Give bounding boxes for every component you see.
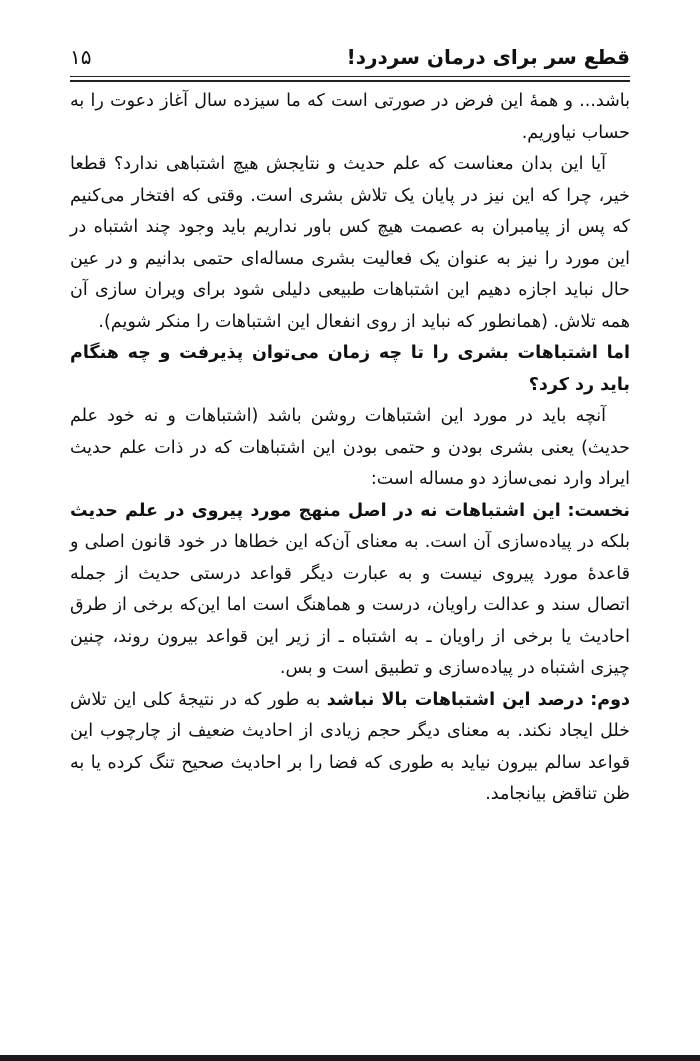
paragraph-1: باشد... و همۀ این فرض در صورتی است که ما سیزده سال آغاز دعوت را به حساب نیاوریم. [70, 91, 630, 143]
point-second [70, 685, 630, 811]
point-first [70, 496, 630, 685]
paragraph-2: آیا این بدان معناست که علم حدیث و نتایجش هیچ اشتباهی ندارد؟ قطعا خیر، چرا که این نیز در پایان یک تلاش بشری است. وقتی که افتخار می‌کنیم که پس از پیامبران به عصمت هیچ کس باور نداریم باید وجود چند اشتباه در این مورد را نیز به عنوان یک فعالیت بشری مساله‌ای حتمی بدانیم و در عین حال نباید اجازه دهیم این اشتباهات طبیعی دلیلی شود برای ویران سازی آن همه تلاش. (همانطور که نباید از روی انفعال این اشتباهات را منکر شویم). [70, 154, 630, 332]
point-second-text: به طور که در نتیجۀ کلی این تلاش خلل ایجاد نکند. به معنای دیگر حجم زیادی از احادیث ضعیف از چارچوب این قواعد سالم بیرون نیاید به طوری که فضا را بر احادیث صحیح تنگ کرده یا به ظن تناقض بیانجامد. [70, 689, 630, 804]
question-heading: اما اشتباهات بشری را تا چه زمان می‌توان پذیرفت و چه هنگام باید رد کرد؟ [70, 343, 630, 395]
point-first-label: نخست: [567, 500, 630, 521]
paragraph-3: آنچه باید در مورد این اشتباهات روشن باشد (اشتباهات و نه خود علم حدیث) یعنی بشری بودن و حتمی بودن این اشتباهات که در ذات علم حدیث ایراد وارد نمی‌سازد دو مساله است: [70, 406, 630, 489]
point-first-text: بلکه در پیاده‌سازی آن است. به معنای آن‌که این خطاها در خود قانون اصلی و قاعدۀ مورد پیروی نیست و به عبارت دیگر قواعد درستی حدیث از جمله اتصال سند و عدالت راویان، درست و هماهنگ است اما این‌که برخی از طرق احادیث یا برخی از راویان ـ به اشتباه ـ از زیر این قواعد بیرون روند، چنین چیزی اشتباه در پیاده‌سازی و تطبیق است و بس. [70, 532, 630, 678]
page-header [70, 38, 630, 72]
scan-bottom-edge [0, 1055, 700, 1061]
running-title: قطع سر برای درمان سردرد! [346, 45, 630, 69]
point-second-label: دوم: [590, 689, 630, 710]
point-first-bold: این اشتباهات نه در اصل منهج مورد پیروی در علم حدیث [70, 500, 561, 521]
header-rule-thin [70, 76, 630, 77]
header-rule-thick [70, 80, 630, 82]
point-second-bold: درصد این اشتباهات بالا نباشد [326, 689, 584, 710]
page-number: ۱۵ [70, 45, 92, 69]
body-text [70, 86, 630, 811]
